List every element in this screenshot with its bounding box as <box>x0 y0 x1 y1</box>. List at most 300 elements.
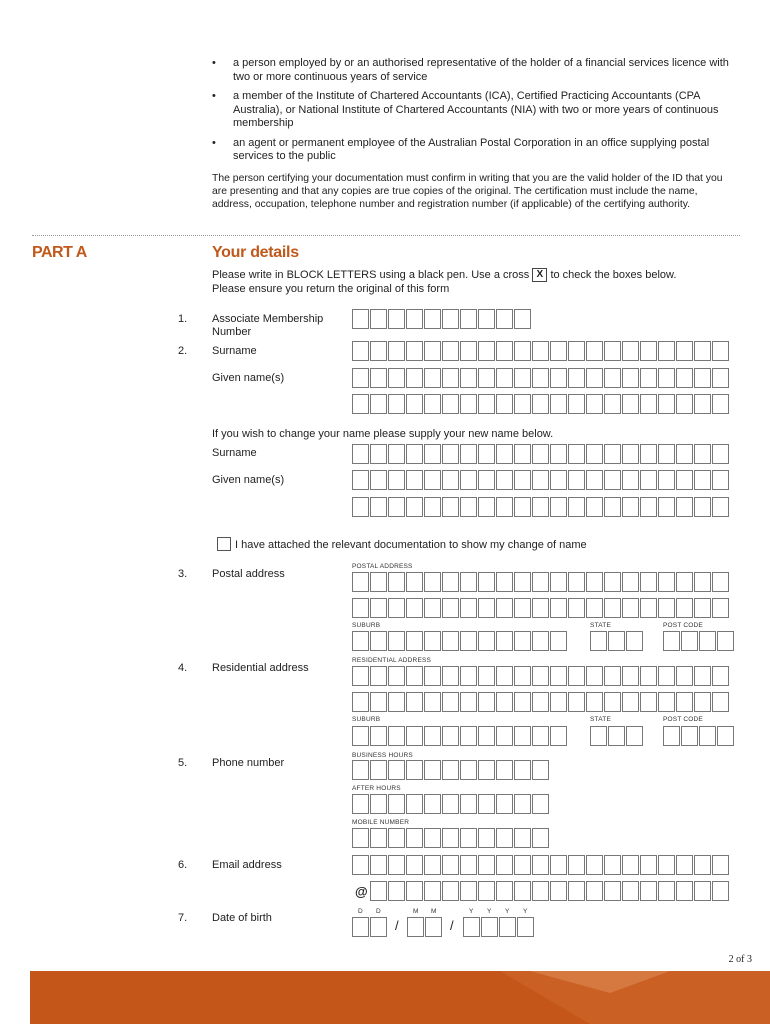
character-box[interactable] <box>514 692 531 712</box>
character-box[interactable] <box>608 631 625 651</box>
character-box[interactable] <box>478 444 495 464</box>
character-box[interactable] <box>712 470 729 490</box>
character-box[interactable] <box>694 470 711 490</box>
character-box[interactable] <box>370 794 387 814</box>
character-box[interactable] <box>478 341 495 361</box>
character-box[interactable] <box>496 309 513 329</box>
character-box[interactable] <box>658 692 675 712</box>
character-box[interactable] <box>586 394 603 414</box>
character-box[interactable] <box>388 309 405 329</box>
character-box[interactable] <box>640 444 657 464</box>
postal-suburb-input[interactable] <box>352 631 568 651</box>
character-box[interactable] <box>532 828 549 848</box>
character-box[interactable] <box>514 794 531 814</box>
character-box[interactable] <box>604 572 621 592</box>
character-box[interactable] <box>586 666 603 686</box>
character-box[interactable] <box>388 497 405 517</box>
character-box[interactable] <box>478 855 495 875</box>
character-box[interactable] <box>370 309 387 329</box>
character-box[interactable] <box>658 394 675 414</box>
character-box[interactable] <box>640 497 657 517</box>
character-box[interactable] <box>406 572 423 592</box>
character-box[interactable] <box>640 598 657 618</box>
character-box[interactable] <box>442 341 459 361</box>
character-box[interactable] <box>532 368 549 388</box>
character-box[interactable] <box>550 692 567 712</box>
character-box[interactable] <box>352 368 369 388</box>
character-box[interactable] <box>442 726 459 746</box>
character-box[interactable] <box>424 368 441 388</box>
character-box[interactable] <box>352 309 369 329</box>
character-box[interactable] <box>460 631 477 651</box>
residential-address-input[interactable] <box>352 666 730 686</box>
character-box[interactable] <box>532 726 549 746</box>
character-box[interactable] <box>717 726 734 746</box>
character-box[interactable] <box>388 794 405 814</box>
postal-postcode-input[interactable] <box>663 631 735 651</box>
character-box[interactable] <box>676 666 693 686</box>
character-box[interactable] <box>532 394 549 414</box>
character-box[interactable] <box>712 598 729 618</box>
character-box[interactable] <box>442 470 459 490</box>
character-box[interactable] <box>388 394 405 414</box>
character-box[interactable] <box>568 394 585 414</box>
character-box[interactable] <box>370 881 387 901</box>
character-box[interactable] <box>499 917 516 937</box>
character-box[interactable] <box>496 631 513 651</box>
character-box[interactable] <box>604 598 621 618</box>
character-box[interactable] <box>496 794 513 814</box>
character-box[interactable] <box>442 760 459 780</box>
character-box[interactable] <box>424 394 441 414</box>
character-box[interactable] <box>514 726 531 746</box>
character-box[interactable] <box>676 341 693 361</box>
character-box[interactable] <box>388 666 405 686</box>
character-box[interactable] <box>663 631 680 651</box>
character-box[interactable] <box>712 692 729 712</box>
new-given-names-input-line2[interactable] <box>352 497 730 517</box>
character-box[interactable] <box>496 855 513 875</box>
character-box[interactable] <box>640 572 657 592</box>
character-box[interactable] <box>568 368 585 388</box>
character-box[interactable] <box>694 444 711 464</box>
character-box[interactable] <box>658 855 675 875</box>
character-box[interactable] <box>370 760 387 780</box>
character-box[interactable] <box>604 470 621 490</box>
character-box[interactable] <box>442 666 459 686</box>
character-box[interactable] <box>424 631 441 651</box>
character-box[interactable] <box>694 855 711 875</box>
character-box[interactable] <box>406 692 423 712</box>
character-box[interactable] <box>568 497 585 517</box>
character-box[interactable] <box>640 368 657 388</box>
character-box[interactable] <box>676 598 693 618</box>
character-box[interactable] <box>532 666 549 686</box>
new-given-names-input[interactable] <box>352 470 730 490</box>
character-box[interactable] <box>352 828 369 848</box>
character-box[interactable] <box>424 794 441 814</box>
character-box[interactable] <box>586 497 603 517</box>
character-box[interactable] <box>568 341 585 361</box>
character-box[interactable] <box>640 341 657 361</box>
postal-state-input[interactable] <box>590 631 644 651</box>
character-box[interactable] <box>352 444 369 464</box>
character-box[interactable] <box>460 309 477 329</box>
character-box[interactable] <box>496 881 513 901</box>
name-change-checkbox[interactable] <box>217 537 231 551</box>
character-box[interactable] <box>424 760 441 780</box>
character-box[interactable] <box>496 828 513 848</box>
character-box[interactable] <box>481 917 498 937</box>
character-box[interactable] <box>478 794 495 814</box>
character-box[interactable] <box>694 394 711 414</box>
character-box[interactable] <box>352 394 369 414</box>
character-box[interactable] <box>406 368 423 388</box>
character-box[interactable] <box>370 828 387 848</box>
character-box[interactable] <box>460 368 477 388</box>
character-box[interactable] <box>694 598 711 618</box>
character-box[interactable] <box>388 444 405 464</box>
character-box[interactable] <box>586 598 603 618</box>
character-box[interactable] <box>717 631 734 651</box>
character-box[interactable] <box>460 726 477 746</box>
character-box[interactable] <box>352 341 369 361</box>
character-box[interactable] <box>712 497 729 517</box>
email-domain-input[interactable] <box>370 881 730 901</box>
postal-address-input-line2[interactable] <box>352 598 730 618</box>
character-box[interactable] <box>604 497 621 517</box>
new-surname-input[interactable] <box>352 444 730 464</box>
character-box[interactable] <box>568 666 585 686</box>
character-box[interactable] <box>622 666 639 686</box>
character-box[interactable] <box>388 368 405 388</box>
character-box[interactable] <box>712 341 729 361</box>
character-box[interactable] <box>370 726 387 746</box>
character-box[interactable] <box>694 572 711 592</box>
character-box[interactable] <box>626 726 643 746</box>
character-box[interactable] <box>370 341 387 361</box>
character-box[interactable] <box>478 666 495 686</box>
residential-suburb-input[interactable] <box>352 726 568 746</box>
residential-postcode-input[interactable] <box>663 726 735 746</box>
character-box[interactable] <box>712 368 729 388</box>
character-box[interactable] <box>532 572 549 592</box>
character-box[interactable] <box>550 572 567 592</box>
character-box[interactable] <box>424 855 441 875</box>
character-box[interactable] <box>442 444 459 464</box>
character-box[interactable] <box>604 881 621 901</box>
character-box[interactable] <box>460 444 477 464</box>
character-box[interactable] <box>676 855 693 875</box>
residential-address-input-line2[interactable] <box>352 692 730 712</box>
character-box[interactable] <box>550 368 567 388</box>
character-box[interactable] <box>712 572 729 592</box>
character-box[interactable] <box>694 692 711 712</box>
character-box[interactable] <box>640 881 657 901</box>
character-box[interactable] <box>352 692 369 712</box>
character-box[interactable] <box>460 572 477 592</box>
character-box[interactable] <box>514 666 531 686</box>
character-box[interactable] <box>676 692 693 712</box>
character-box[interactable] <box>514 760 531 780</box>
character-box[interactable] <box>681 726 698 746</box>
character-box[interactable] <box>676 368 693 388</box>
character-box[interactable] <box>388 881 405 901</box>
character-box[interactable] <box>370 666 387 686</box>
character-box[interactable] <box>517 917 534 937</box>
character-box[interactable] <box>699 631 716 651</box>
character-box[interactable] <box>496 726 513 746</box>
character-box[interactable] <box>388 572 405 592</box>
character-box[interactable] <box>406 394 423 414</box>
character-box[interactable] <box>568 855 585 875</box>
character-box[interactable] <box>514 444 531 464</box>
character-box[interactable] <box>424 828 441 848</box>
character-box[interactable] <box>424 444 441 464</box>
character-box[interactable] <box>514 341 531 361</box>
character-box[interactable] <box>568 692 585 712</box>
character-box[interactable] <box>442 394 459 414</box>
character-box[interactable] <box>550 631 567 651</box>
character-box[interactable] <box>352 666 369 686</box>
character-box[interactable] <box>604 444 621 464</box>
character-box[interactable] <box>478 631 495 651</box>
character-box[interactable] <box>388 726 405 746</box>
character-box[interactable] <box>514 881 531 901</box>
character-box[interactable] <box>442 881 459 901</box>
character-box[interactable] <box>514 598 531 618</box>
character-box[interactable] <box>694 666 711 686</box>
character-box[interactable] <box>550 666 567 686</box>
character-box[interactable] <box>590 726 607 746</box>
character-box[interactable] <box>406 341 423 361</box>
character-box[interactable] <box>550 881 567 901</box>
character-box[interactable] <box>658 470 675 490</box>
character-box[interactable] <box>460 497 477 517</box>
character-box[interactable] <box>568 444 585 464</box>
character-box[interactable] <box>406 855 423 875</box>
character-box[interactable] <box>352 760 369 780</box>
character-box[interactable] <box>586 341 603 361</box>
character-box[interactable] <box>676 470 693 490</box>
character-box[interactable] <box>370 598 387 618</box>
character-box[interactable] <box>388 598 405 618</box>
character-box[interactable] <box>604 692 621 712</box>
character-box[interactable] <box>532 794 549 814</box>
character-box[interactable] <box>460 598 477 618</box>
character-box[interactable] <box>460 394 477 414</box>
character-box[interactable] <box>478 760 495 780</box>
surname-input[interactable] <box>352 341 730 361</box>
character-box[interactable] <box>478 726 495 746</box>
mobile-phone-input[interactable] <box>352 828 550 848</box>
character-box[interactable] <box>712 881 729 901</box>
character-box[interactable] <box>424 470 441 490</box>
character-box[interactable] <box>658 666 675 686</box>
character-box[interactable] <box>442 598 459 618</box>
character-box[interactable] <box>694 368 711 388</box>
character-box[interactable] <box>478 572 495 592</box>
character-box[interactable] <box>352 631 369 651</box>
character-box[interactable] <box>532 497 549 517</box>
character-box[interactable] <box>352 598 369 618</box>
character-box[interactable] <box>568 572 585 592</box>
character-box[interactable] <box>622 444 639 464</box>
character-box[interactable] <box>622 855 639 875</box>
character-box[interactable] <box>460 666 477 686</box>
character-box[interactable] <box>496 497 513 517</box>
character-box[interactable] <box>514 631 531 651</box>
character-box[interactable] <box>424 666 441 686</box>
character-box[interactable] <box>640 666 657 686</box>
character-box[interactable] <box>388 470 405 490</box>
character-box[interactable] <box>550 470 567 490</box>
membership-number-input[interactable] <box>352 309 532 329</box>
character-box[interactable] <box>352 497 369 517</box>
email-input[interactable] <box>352 855 730 875</box>
character-box[interactable] <box>550 444 567 464</box>
character-box[interactable] <box>550 497 567 517</box>
character-box[interactable] <box>514 368 531 388</box>
character-box[interactable] <box>406 666 423 686</box>
character-box[interactable] <box>676 394 693 414</box>
character-box[interactable] <box>532 631 549 651</box>
character-box[interactable] <box>676 881 693 901</box>
character-box[interactable] <box>424 881 441 901</box>
character-box[interactable] <box>568 470 585 490</box>
dob-day-input[interactable] <box>352 917 388 937</box>
character-box[interactable] <box>622 497 639 517</box>
character-box[interactable] <box>658 368 675 388</box>
character-box[interactable] <box>406 444 423 464</box>
character-box[interactable] <box>370 444 387 464</box>
character-box[interactable] <box>550 341 567 361</box>
character-box[interactable] <box>604 666 621 686</box>
character-box[interactable] <box>586 368 603 388</box>
character-box[interactable] <box>388 631 405 651</box>
character-box[interactable] <box>496 598 513 618</box>
dob-month-input[interactable] <box>407 917 443 937</box>
character-box[interactable] <box>514 572 531 592</box>
character-box[interactable] <box>460 828 477 848</box>
character-box[interactable] <box>514 497 531 517</box>
character-box[interactable] <box>604 341 621 361</box>
character-box[interactable] <box>550 726 567 746</box>
character-box[interactable] <box>406 631 423 651</box>
character-box[interactable] <box>424 341 441 361</box>
character-box[interactable] <box>532 341 549 361</box>
character-box[interactable] <box>478 692 495 712</box>
character-box[interactable] <box>496 760 513 780</box>
business-hours-phone-input[interactable] <box>352 760 550 780</box>
character-box[interactable] <box>586 572 603 592</box>
character-box[interactable] <box>496 394 513 414</box>
character-box[interactable] <box>532 444 549 464</box>
character-box[interactable] <box>406 760 423 780</box>
character-box[interactable] <box>406 881 423 901</box>
character-box[interactable] <box>424 497 441 517</box>
character-box[interactable] <box>694 341 711 361</box>
character-box[interactable] <box>590 631 607 651</box>
character-box[interactable] <box>352 917 369 937</box>
character-box[interactable] <box>496 470 513 490</box>
character-box[interactable] <box>622 341 639 361</box>
character-box[interactable] <box>699 726 716 746</box>
character-box[interactable] <box>532 692 549 712</box>
character-box[interactable] <box>460 692 477 712</box>
character-box[interactable] <box>388 828 405 848</box>
character-box[interactable] <box>352 572 369 592</box>
character-box[interactable] <box>496 341 513 361</box>
character-box[interactable] <box>622 692 639 712</box>
character-box[interactable] <box>676 572 693 592</box>
character-box[interactable] <box>460 794 477 814</box>
character-box[interactable] <box>712 394 729 414</box>
character-box[interactable] <box>658 598 675 618</box>
character-box[interactable] <box>460 760 477 780</box>
character-box[interactable] <box>532 881 549 901</box>
character-box[interactable] <box>406 726 423 746</box>
character-box[interactable] <box>712 444 729 464</box>
character-box[interactable] <box>478 828 495 848</box>
character-box[interactable] <box>478 394 495 414</box>
character-box[interactable] <box>568 881 585 901</box>
character-box[interactable] <box>424 572 441 592</box>
after-hours-phone-input[interactable] <box>352 794 550 814</box>
character-box[interactable] <box>425 917 442 937</box>
residential-state-input[interactable] <box>590 726 644 746</box>
character-box[interactable] <box>442 855 459 875</box>
character-box[interactable] <box>640 394 657 414</box>
character-box[interactable] <box>622 470 639 490</box>
given-names-input-line2[interactable] <box>352 394 730 414</box>
character-box[interactable] <box>676 444 693 464</box>
character-box[interactable] <box>370 394 387 414</box>
character-box[interactable] <box>626 631 643 651</box>
character-box[interactable] <box>370 470 387 490</box>
character-box[interactable] <box>442 368 459 388</box>
character-box[interactable] <box>352 794 369 814</box>
character-box[interactable] <box>604 394 621 414</box>
character-box[interactable] <box>424 692 441 712</box>
character-box[interactable] <box>370 917 387 937</box>
character-box[interactable] <box>388 341 405 361</box>
character-box[interactable] <box>496 572 513 592</box>
dob-year-input[interactable] <box>463 917 535 937</box>
character-box[interactable] <box>586 692 603 712</box>
character-box[interactable] <box>352 470 369 490</box>
character-box[interactable] <box>424 726 441 746</box>
character-box[interactable] <box>586 470 603 490</box>
character-box[interactable] <box>388 760 405 780</box>
character-box[interactable] <box>681 631 698 651</box>
character-box[interactable] <box>658 444 675 464</box>
character-box[interactable] <box>496 444 513 464</box>
character-box[interactable] <box>514 828 531 848</box>
character-box[interactable] <box>550 855 567 875</box>
character-box[interactable] <box>532 470 549 490</box>
character-box[interactable] <box>658 497 675 517</box>
character-box[interactable] <box>478 598 495 618</box>
character-box[interactable] <box>694 881 711 901</box>
character-box[interactable] <box>478 368 495 388</box>
character-box[interactable] <box>424 598 441 618</box>
character-box[interactable] <box>622 598 639 618</box>
character-box[interactable] <box>663 726 680 746</box>
character-box[interactable] <box>442 572 459 592</box>
character-box[interactable] <box>622 394 639 414</box>
character-box[interactable] <box>370 692 387 712</box>
